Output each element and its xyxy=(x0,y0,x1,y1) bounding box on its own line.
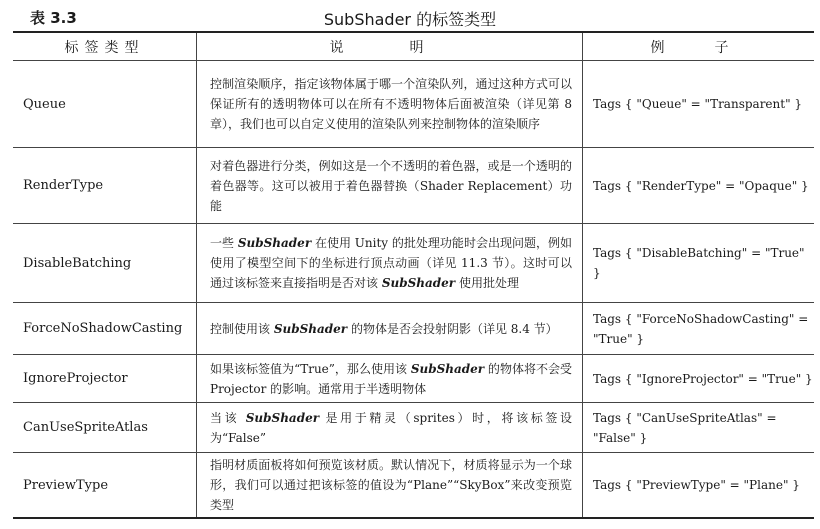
subshader-term: SubShader xyxy=(410,361,485,376)
table-number: 表 3.3 xyxy=(30,9,77,27)
description-text: 控制使用该 xyxy=(210,321,274,336)
tag-example-cell: Tags { "CanUseSpriteAtlas" = "False" } xyxy=(583,403,815,453)
table-row xyxy=(13,453,814,519)
description-text: 当该 xyxy=(210,410,246,425)
description-text: 的物体将不会受 Projector 的影响。通常用于半透明物体 xyxy=(210,361,572,396)
subshader-term: SubShader xyxy=(273,321,348,336)
tag-name-cell: PreviewType xyxy=(13,453,197,519)
tag-example-cell: Tags { "ForceNoShadowCasting" = "True" } xyxy=(583,303,815,355)
tag-name-cell: IgnoreProjector xyxy=(13,355,197,403)
tag-name-cell: ForceNoShadowCasting xyxy=(13,303,197,355)
subshader-tags-table xyxy=(13,31,814,519)
tag-name-cell: RenderType xyxy=(13,148,197,224)
description-text: 指明材质面板将如何预览该材质。默认情况下，材质将显示为一个球形，我们可以通过把该标签的值设为“Plane”“SkyBox”来改变预览类型 xyxy=(210,458,572,512)
table-row xyxy=(13,224,814,303)
table-row xyxy=(13,61,814,148)
tag-description-cell xyxy=(197,148,583,224)
description-text: 如果该标签值为“True”，那么使用该 xyxy=(210,361,411,376)
description-text: 控制渲染顺序，指定该物体属于哪一个渲染队列，通过这种方式可以保证所有的透明物体可以在所有不透明物体后面被渲染（详见第 8 章），我们也可以自定义使用的渲染队列来控制物体的渲染顺序 xyxy=(210,77,572,131)
header-row xyxy=(13,32,814,61)
header-example: 例 子 xyxy=(583,32,815,61)
tag-description-cell xyxy=(197,355,583,403)
tag-example-cell: Tags { "RenderType" = "Opaque" } xyxy=(583,148,815,224)
table-row xyxy=(13,403,814,453)
table-row xyxy=(13,355,814,403)
description-text: 使用批处理 xyxy=(455,276,519,290)
subshader-term: SubShader xyxy=(237,236,312,250)
tag-description-cell xyxy=(197,61,583,148)
header-description: 说 明 xyxy=(197,32,583,61)
description-text: 一些 xyxy=(210,236,238,250)
description-text: 对着色器进行分类，例如这是一个不透明的着色器，或是一个透明的着色器等。这可以被用于着色器替换（Shader Replacement）功能 xyxy=(210,158,572,213)
header-tag-type: 标签类型 xyxy=(13,32,197,61)
tag-example-cell: Tags { "PreviewType" = "Plane" } xyxy=(583,453,815,519)
table-body xyxy=(13,61,814,519)
table-caption xyxy=(0,4,820,30)
tag-description-cell xyxy=(197,403,583,453)
table-row xyxy=(13,303,814,355)
tag-example-cell: Tags { "Queue" = "Transparent" } xyxy=(583,61,815,148)
tag-description-cell xyxy=(197,224,583,303)
tag-name-cell: CanUseSpriteAtlas xyxy=(13,403,197,453)
description-text: 的物体是否会投射阴影（详见 8.4 节） xyxy=(347,321,558,336)
description-text: 是用于精灵（sprites）时，将该标签设为“False” xyxy=(210,410,572,445)
tag-name-cell: Queue xyxy=(13,61,197,148)
tag-example-cell: Tags { "DisableBatching" = "True" } xyxy=(583,224,815,303)
tag-description-cell xyxy=(197,453,583,519)
tag-example-cell: Tags { "IgnoreProjector" = "True" } xyxy=(583,355,815,403)
tag-description-cell xyxy=(197,303,583,355)
subshader-term: SubShader xyxy=(245,410,320,425)
tag-name-cell: DisableBatching xyxy=(13,224,197,303)
table-row xyxy=(13,148,814,224)
subshader-term: SubShader xyxy=(381,276,456,290)
table-title: SubShader 的标签类型 xyxy=(323,10,497,29)
description-text: 在使用 Unity 的批处理功能时会出现问题，例如使用了模型空间下的坐标进行顶点动画（详见 11.3 节）。这时可以通过该标签来直接指明是否对该 xyxy=(210,236,572,290)
